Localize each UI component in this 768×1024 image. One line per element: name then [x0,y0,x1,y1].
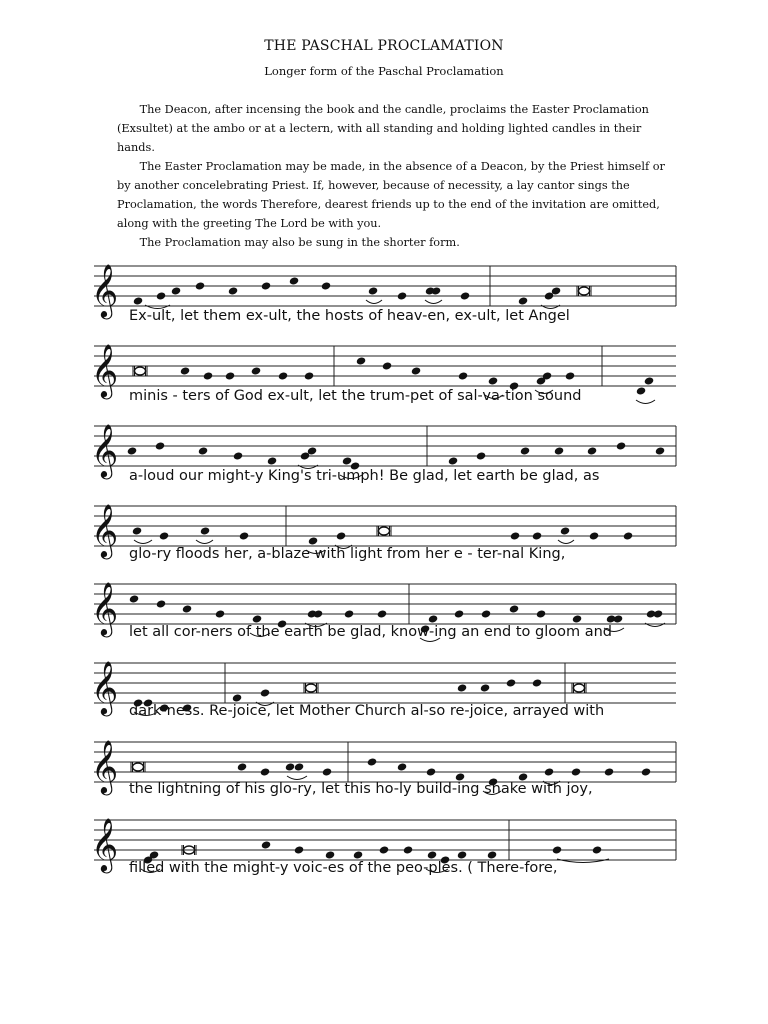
note-head [487,850,498,859]
treble-clef-icon: 𝄞 [91,503,119,557]
lyric-line: Ex-ult, let them ex-ult, the hosts of heav-en, ex-ult, let Angel [129,308,570,324]
note-head [325,850,336,859]
page-title: THE PASCHAL PROCLAMATION [264,38,504,54]
note-head [261,840,272,849]
lyric-line: dark-ness. Re-joice, let Mother Church al-so re-joice, arrayed with [129,703,605,719]
lyric-line: filled with the might-y voic-es of the peo-ples. ( There-fore, [129,860,558,876]
note-head [403,845,414,854]
note-head [457,850,468,859]
lyric-line: glo-ry floods her, a-blaze with light from her e - ter-nal King, [129,546,566,562]
treble-clef-icon: 𝄞 [91,581,119,635]
rubric-line: (Exsultet) at the ambo or at a lectern, with all standing and holding lighted candles in their [117,122,642,135]
treble-clef-icon: 𝄞 [91,343,119,397]
rubric-line: by another concelebrating Priest. If, however, because of necessity, a lay cantor sings the [117,179,630,192]
slur [557,859,609,863]
rubric-line: The Proclamation may also be sung in the shorter form. [117,236,460,249]
treble-clef-icon: 𝄞 [91,423,119,477]
rubric-line: The Easter Proclamation may be made, in the absence of a Deacon, by the Priest himself or [117,160,665,173]
rubric-line: hands. [117,141,155,154]
treble-clef-icon: 𝄞 [91,739,119,793]
treble-clef-icon: 𝄞 [91,660,119,714]
rubric-line: Proclamation, the words Therefore, dearest friends up to the end of the invitation are omitted, [117,198,660,211]
page-subtitle: Longer form of the Paschal Proclamation [264,64,504,78]
lyric-line: the lightning of his glo-ry, let this ho-ly build-ing shake with joy, [129,781,593,797]
rubric-line: The Deacon, after incensing the book and the candle, proclaims the Easter Proclamation [117,103,649,116]
lyric-line: let all cor-ners of the earth be glad, know-ing an end to gloom and [129,624,613,640]
note-head [427,850,438,859]
lyric-line: minis - ters of God ex-ult, let the trum-pet of sal-va-tion sound [129,388,582,404]
note-head [379,845,390,854]
note-head [552,845,563,854]
lyric-line: a-loud our might-y King's tri-umph! Be glad, let earth be glad, as [129,468,600,484]
rubric-line: along with the greeting The Lord be with you. [117,217,382,230]
note-head [353,850,364,859]
note-head [294,845,305,854]
treble-clef-icon: 𝄞 [91,817,119,871]
note-head [592,845,603,854]
treble-clef-icon: 𝄞 [91,263,119,317]
